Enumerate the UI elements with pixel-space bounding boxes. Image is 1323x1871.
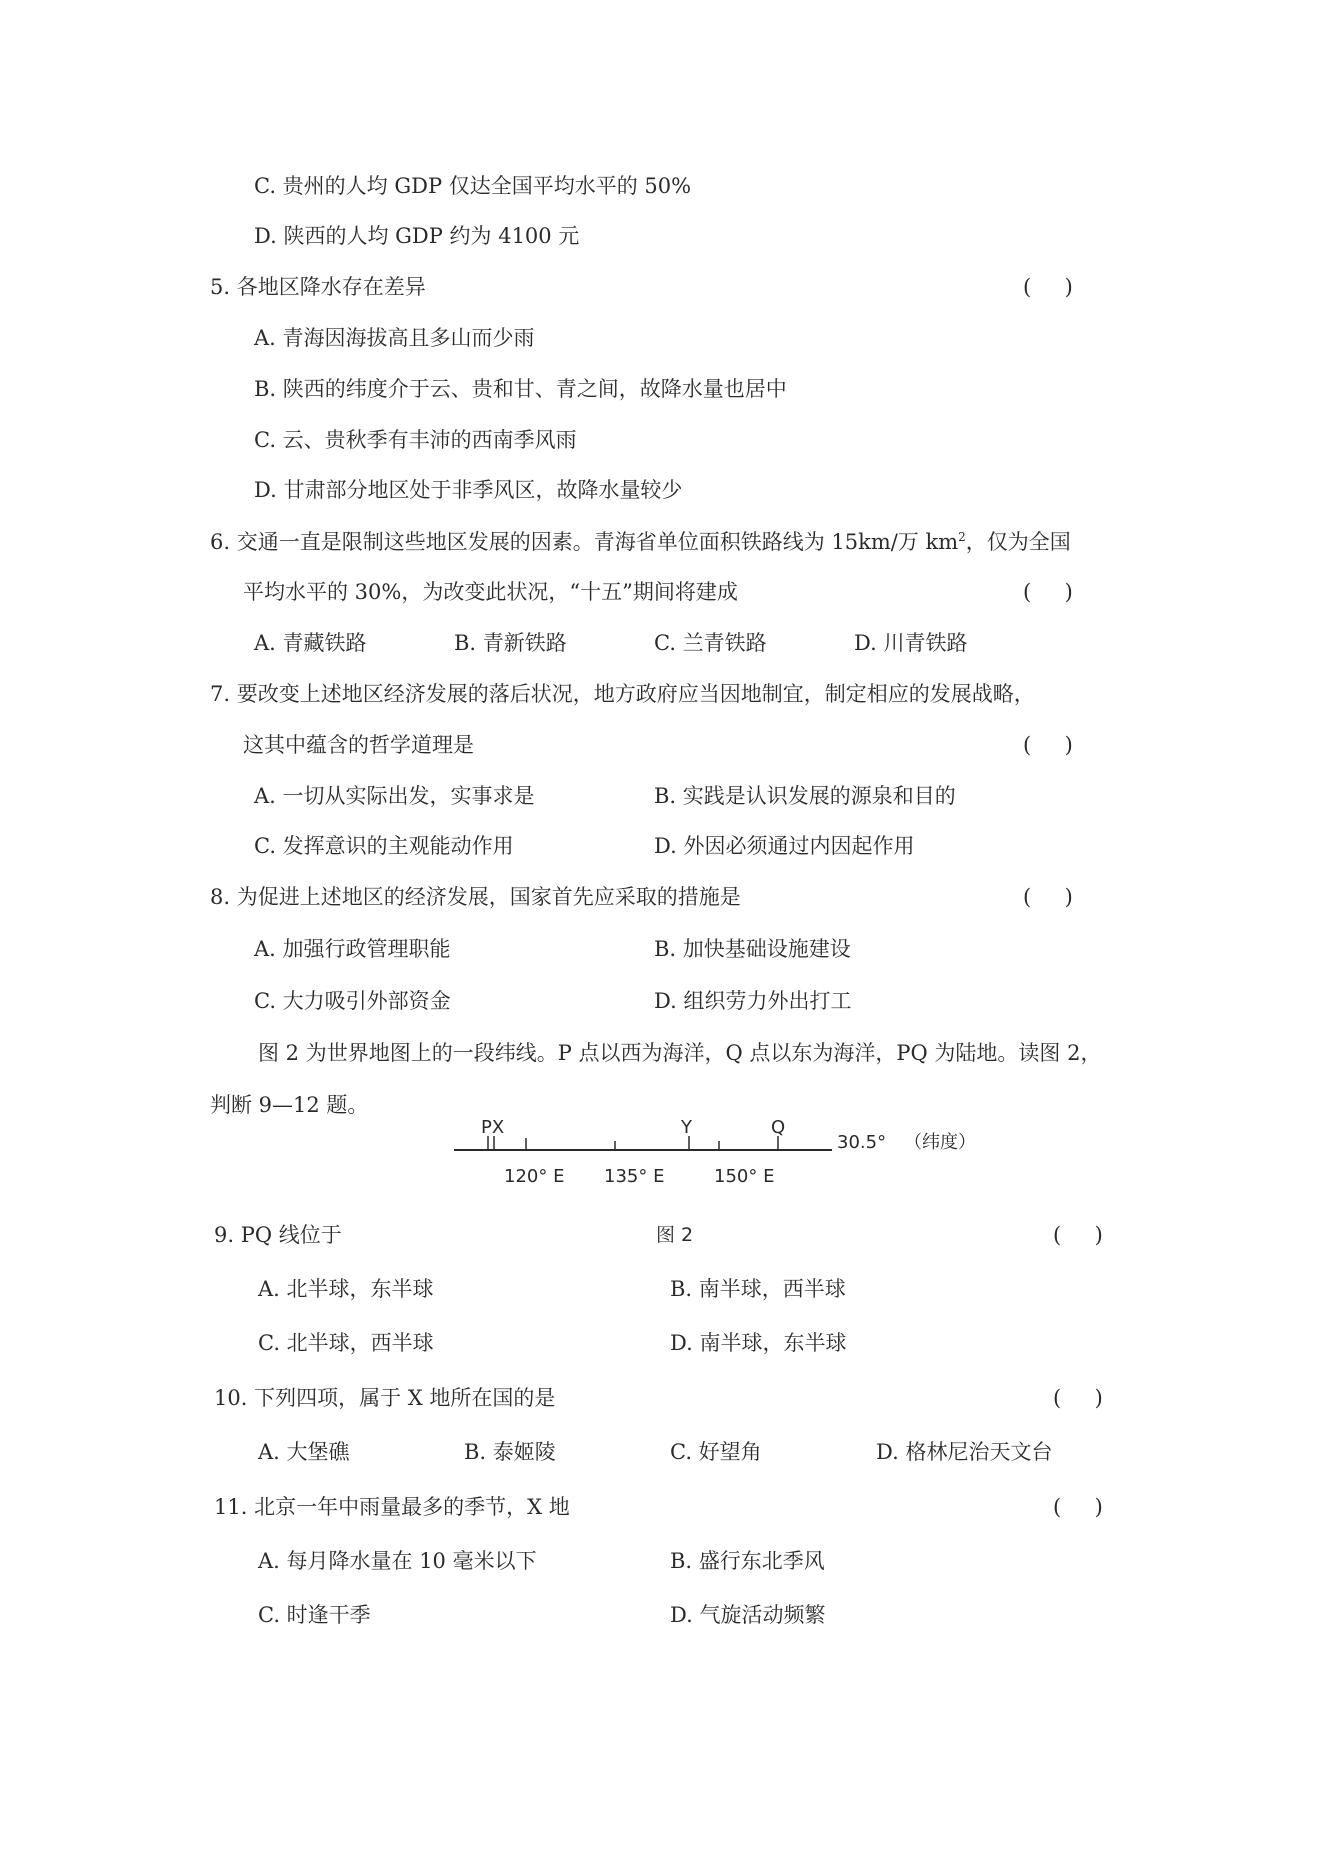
- q8-option-b: B. 加快基础设施建设: [654, 937, 851, 961]
- q7-option-b: B. 实践是认识发展的源泉和目的: [654, 784, 956, 808]
- latitude-unit: （纬度）: [904, 1132, 976, 1153]
- q9-stem: 9. PQ 线位于: [214, 1223, 342, 1247]
- q11-stem: 11. 北京一年中雨量最多的季节，X 地: [214, 1495, 570, 1519]
- q9-option-b: B. 南半球，西半球: [670, 1277, 846, 1301]
- q6-option-b: B. 青新铁路: [454, 631, 567, 655]
- q6-stem-text: 6. 交通一直是限制这些地区发展的因素。青海省单位面积铁路线为 15km/万 km: [210, 530, 959, 554]
- q5-option-b: B. 陕西的纬度介于云、贵和甘、青之间，故降水量也居中: [254, 377, 787, 401]
- q11-answer-blank: ( ): [1053, 1495, 1103, 1519]
- q4-option-d: D. 陕西的人均 GDP 约为 4100 元: [254, 224, 580, 248]
- q6-stem-line2: 平均水平的 30%，为改变此状况，“十五”期间将建成: [243, 580, 738, 604]
- q7-option-c: C. 发挥意识的主观能动作用: [254, 834, 514, 858]
- q6-option-c: C. 兰青铁路: [654, 631, 767, 655]
- q8-option-d: D. 组织劳力外出打工: [654, 989, 852, 1013]
- q8-stem: 8. 为促进上述地区的经济发展，国家首先应采取的措施是: [210, 885, 741, 909]
- q11-option-c: C. 时逢干季: [258, 1603, 371, 1627]
- q9-option-c: C. 北半球，西半球: [258, 1331, 434, 1355]
- label-px: PX: [481, 1117, 505, 1138]
- q7-stem-line2: 这其中蕴含的哲学道理是: [243, 733, 474, 757]
- q9-option-a: A. 北半球，东半球: [258, 1277, 434, 1301]
- q8-option-a: A. 加强行政管理职能: [254, 937, 451, 961]
- q7-stem-line1: 7. 要改变上述地区经济发展的落后状况，地方政府应当因地制宜，制定相应的发展战略，: [210, 682, 1035, 706]
- q6-stem-text-tail: ，仅为全国: [965, 530, 1071, 554]
- q5-stem: 5. 各地区降水存在差异: [210, 275, 426, 299]
- q7-answer-blank: ( ): [1023, 733, 1073, 757]
- q9-option-d: D. 南半球，东半球: [670, 1331, 847, 1355]
- q6-superscript: 2: [958, 530, 966, 544]
- q7-option-d: D. 外因必须通过内因起作用: [654, 834, 915, 858]
- q10-option-c: C. 好望角: [670, 1440, 762, 1464]
- q10-stem: 10. 下列四项，属于 X 地所在国的是: [214, 1386, 556, 1410]
- q11-option-d: D. 气旋活动频繁: [670, 1603, 826, 1627]
- q4-option-c: C. 贵州的人均 GDP 仅达全国平均水平的 50%: [254, 174, 692, 198]
- figure-caption: 图 2: [656, 1224, 694, 1246]
- q6-answer-blank: ( ): [1023, 580, 1073, 604]
- label-q: Q: [771, 1117, 786, 1138]
- q8-answer-blank: ( ): [1023, 885, 1073, 909]
- q10-option-a: A. 大堡礁: [258, 1440, 350, 1464]
- q8-option-c: C. 大力吸引外部资金: [254, 989, 451, 1013]
- q9-answer-blank: ( ): [1053, 1223, 1103, 1247]
- q6-option-d: D. 川青铁路: [854, 631, 968, 655]
- label-y: Y: [681, 1117, 692, 1138]
- figure-intro-line1: 图 2 为世界地图上的一段纬线。P 点以西为海洋，Q 点以东为海洋，PQ 为陆地。读图 2，: [258, 1041, 1102, 1065]
- latitude-value: 30.5°: [837, 1132, 887, 1153]
- q5-option-d: D. 甘肃部分地区处于非季风区，故降水量较少: [254, 478, 683, 502]
- q7-option-a: A. 一切从实际出发，实事求是: [254, 784, 535, 808]
- q11-option-b: B. 盛行东北季风: [670, 1549, 825, 1573]
- q11-option-a: A. 每月降水量在 10 毫米以下: [258, 1549, 537, 1573]
- tick-label-120e: 120° E: [504, 1166, 565, 1187]
- q10-option-d: D. 格林尼治天文台: [876, 1440, 1053, 1464]
- q5-option-c: C. 云、贵秋季有丰沛的西南季风雨: [254, 428, 577, 452]
- q5-answer-blank: ( ): [1023, 275, 1073, 299]
- tick-label-150e: 150° E: [714, 1166, 775, 1187]
- figure-intro-line2: 判断 9—12 题。: [210, 1093, 369, 1117]
- tick-label-135e: 135° E: [604, 1166, 665, 1187]
- q10-option-b: B. 泰姬陵: [464, 1440, 556, 1464]
- q6-option-a: A. 青藏铁路: [254, 631, 367, 655]
- q5-option-a: A. 青海因海拔高且多山而少雨: [254, 326, 535, 350]
- q10-answer-blank: ( ): [1053, 1386, 1103, 1410]
